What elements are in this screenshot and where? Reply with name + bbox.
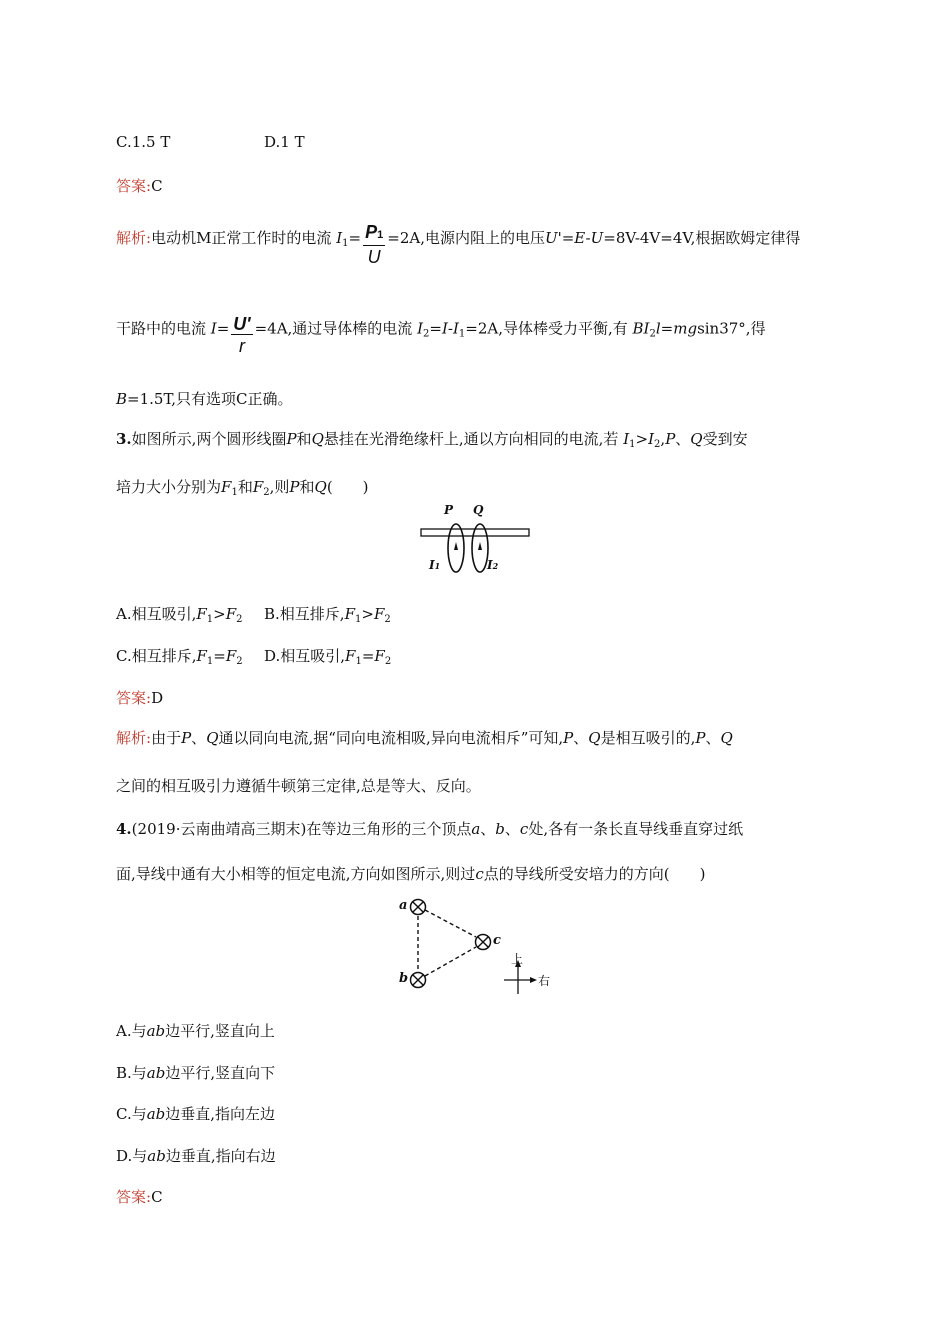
label-b: b — [399, 971, 409, 986]
answer-value: C — [151, 1188, 163, 1206]
symbol: F — [225, 647, 237, 665]
text: 干路中的电流 — [116, 319, 207, 338]
label-c: c — [493, 933, 501, 948]
symbol: I — [487, 558, 493, 572]
symbol-c: c — [475, 865, 484, 883]
text: 受到安 — [702, 430, 748, 448]
q4-option-b — [116, 1062, 275, 1083]
subscript: 2 — [649, 328, 656, 340]
subscript: 2 — [492, 561, 499, 571]
symbol: I — [648, 430, 655, 448]
subscript: 2 — [263, 487, 270, 498]
label-q: Q — [473, 503, 484, 517]
q3-option-b — [264, 603, 391, 625]
triangle-figure — [396, 894, 556, 994]
text: , — [660, 430, 666, 448]
text: 是相互吸引的, — [600, 729, 696, 747]
symbol-q: Q — [588, 729, 601, 747]
symbol: I — [417, 319, 424, 338]
numerator: P — [365, 222, 378, 242]
text: 处,各有一条长直导线垂直穿过纸 — [528, 820, 744, 838]
subscript: 1 — [206, 656, 214, 667]
text: 边垂直,指向左边 — [165, 1105, 276, 1123]
answer-label: 答案: — [116, 689, 152, 707]
q4-stem-line-2 — [116, 863, 705, 884]
q3-options-cd — [116, 645, 392, 667]
symbol-q: Q — [314, 478, 327, 496]
text: 和 — [299, 478, 315, 496]
q3-analysis-line-1 — [116, 727, 733, 748]
text: 和 — [237, 478, 253, 496]
formula: l=mg — [655, 319, 698, 338]
text: ,则 — [269, 478, 290, 496]
denominator: U — [367, 247, 381, 267]
symbol: B — [116, 390, 128, 408]
current-arrow-icon — [478, 542, 482, 550]
formula: BI — [632, 319, 650, 338]
text: B.相互排斥, — [264, 605, 345, 623]
q4-option-c — [116, 1103, 275, 1124]
wire-c-into-page-icon — [476, 935, 491, 950]
answer-value: D — [151, 689, 164, 707]
text: D.与 — [116, 1147, 148, 1165]
q2-option-d: D.1 T — [264, 133, 305, 151]
q2-analysis-line-2 — [116, 308, 766, 356]
text: 通以同向电流,据“同向电流相吸,异向电流相斥”可知, — [218, 729, 564, 747]
text: =2A,导体棒受力平衡,有 — [465, 319, 628, 338]
subscript: 1 — [377, 229, 384, 241]
subscript: 1 — [206, 614, 214, 625]
text: 如图所示,两个圆形线圈 — [131, 430, 287, 448]
wire-a-into-page-icon — [411, 900, 426, 915]
numerator: U' — [233, 314, 251, 334]
q2-option-c: C.1.5 T — [116, 133, 171, 151]
text: 、 — [504, 820, 520, 838]
text: 培力大小分别为 — [116, 478, 222, 496]
label-right: 右 — [538, 974, 551, 988]
text: A.相互吸引, — [116, 605, 197, 623]
edge-ac — [425, 910, 476, 937]
text: 边垂直,指向右边 — [165, 1147, 276, 1165]
subscript: 1 — [629, 439, 636, 450]
triangle-diagram — [396, 894, 556, 994]
subscript: 2 — [236, 614, 243, 625]
text: =4A,通过导体棒的电流 — [254, 319, 413, 338]
symbol-a: a — [471, 820, 481, 838]
symbol: F — [344, 605, 355, 623]
q4-option-a — [116, 1020, 275, 1041]
label-a: a — [399, 898, 408, 913]
text: sin37°,得 — [697, 319, 766, 338]
text: = — [213, 647, 226, 665]
fraction-u-over-r — [231, 314, 252, 357]
edge-bc — [425, 947, 476, 976]
symbol-c: c — [519, 820, 529, 838]
answer-label: 答案: — [116, 177, 152, 195]
text: > — [213, 605, 226, 623]
text: A.与 — [116, 1022, 147, 1040]
q3-options-ab — [116, 603, 391, 625]
coils-figure — [418, 503, 532, 578]
q2-analysis-line-3 — [116, 388, 293, 409]
text: = — [361, 647, 375, 665]
text: (2019·云南曲靖高三期末)在等边三角形的三个顶点 — [131, 820, 472, 838]
symbol-q: Q — [690, 430, 703, 448]
symbol: F — [252, 478, 264, 496]
subscript: 2 — [654, 439, 661, 450]
symbol-ab: ab — [146, 1022, 166, 1040]
q4-answer — [116, 1186, 163, 1207]
text: C.与 — [116, 1105, 147, 1123]
text: > — [361, 605, 374, 623]
symbol: F — [374, 647, 385, 665]
text: 悬挂在光滑绝缘杆上,通以方向相同的电流,若 — [323, 430, 619, 448]
symbol-q: Q — [311, 430, 324, 448]
symbol: I — [429, 558, 435, 572]
symbol-ab: ab — [146, 1064, 166, 1082]
symbol: I — [623, 430, 630, 448]
label-i2 — [487, 558, 498, 572]
label-i1 — [429, 558, 440, 572]
subscript: 1 — [354, 614, 362, 625]
symbol-q: Q — [720, 729, 733, 747]
wire-b-into-page-icon — [411, 973, 426, 988]
symbol: F — [225, 605, 237, 623]
analysis-label: 解析: — [116, 729, 152, 747]
text: 、 — [705, 729, 721, 747]
q2-answer — [116, 175, 163, 196]
text: B.与 — [116, 1064, 147, 1082]
text: =1.5T,只有选项C正确。 — [127, 390, 293, 408]
text: 、 — [480, 820, 496, 838]
formula: U'=E-U — [544, 229, 604, 247]
subscript: 2 — [236, 656, 243, 667]
q3-stem-line-1 — [116, 428, 748, 450]
q4-option-d — [116, 1145, 276, 1166]
symbol-p: P — [665, 430, 676, 448]
symbol-p: P — [181, 729, 192, 747]
subscript: 1 — [458, 328, 466, 340]
subscript: 1 — [231, 487, 238, 498]
text: C.相互排斥, — [116, 647, 197, 665]
answer-label: 答案: — [116, 1188, 152, 1206]
label-p: P — [444, 503, 454, 517]
text: 面,导线中通有大小相等的恒定电流,方向如图所示,则过 — [116, 865, 476, 883]
current-arrow-icon — [454, 542, 458, 550]
text: 由于 — [151, 729, 182, 747]
subscript: 2 — [384, 656, 392, 667]
q4-stem-line-1 — [116, 818, 743, 839]
text: =2A,电源内阻上的电压 — [387, 229, 545, 247]
analysis-label: 解析: — [116, 229, 152, 247]
symbol: I — [336, 229, 343, 247]
subscript: 1 — [342, 238, 349, 249]
q3-option-d — [264, 645, 391, 667]
symbol: I= — [210, 319, 230, 338]
symbol-p: P — [289, 478, 300, 496]
text: 、 — [191, 729, 207, 747]
symbol-p: P — [695, 729, 706, 747]
text: 边平行,竖直向上 — [165, 1022, 275, 1040]
text: > — [635, 430, 649, 448]
text: 、 — [675, 430, 691, 448]
question-number: 3. — [116, 430, 132, 448]
question-number: 4. — [116, 820, 132, 838]
symbol-q: Q — [206, 729, 219, 747]
symbol: F — [196, 647, 207, 665]
denominator: r — [238, 336, 245, 356]
text: = — [348, 229, 362, 247]
symbol: F — [373, 605, 385, 623]
fraction-p1-over-u — [363, 222, 385, 268]
text: =8V-4V=4V,根据欧姆定律得 — [603, 229, 801, 247]
subscript: 1 — [434, 561, 441, 571]
text: 边平行,竖直向下 — [165, 1064, 276, 1082]
q3-option-c — [116, 647, 243, 665]
symbol-p: P — [563, 729, 574, 747]
symbol-ab: ab — [146, 1105, 166, 1123]
text: D.相互吸引, — [264, 647, 346, 665]
text: ( ) — [326, 478, 369, 496]
formula: =I-I — [429, 319, 459, 338]
symbol-b: b — [495, 820, 505, 838]
subscript: 1 — [355, 656, 362, 667]
subscript: 2 — [384, 614, 391, 625]
text: 电动机M正常工作时的电流 — [151, 229, 332, 247]
symbol: F — [345, 647, 356, 665]
q3-option-a — [116, 605, 243, 623]
q3-stem-line-2 — [116, 476, 369, 498]
text: 、 — [573, 729, 589, 747]
q3-analysis-line-2: 之间的相互吸引力遵循牛顿第三定律,总是等大、反向。 — [116, 777, 481, 795]
label-up: 上 — [511, 952, 524, 966]
answer-value: C — [151, 177, 163, 195]
text: 和 — [296, 430, 312, 448]
subscript: 2 — [423, 328, 430, 340]
symbol-ab: ab — [147, 1147, 166, 1165]
q2-options-cd — [116, 133, 305, 151]
symbol: F — [221, 478, 232, 496]
q2-analysis-line-1 — [116, 216, 801, 267]
symbol-p: P — [286, 430, 297, 448]
text: 点的导线所受安培力的方向( ) — [483, 865, 706, 883]
q3-answer — [116, 687, 163, 708]
symbol: F — [196, 605, 207, 623]
